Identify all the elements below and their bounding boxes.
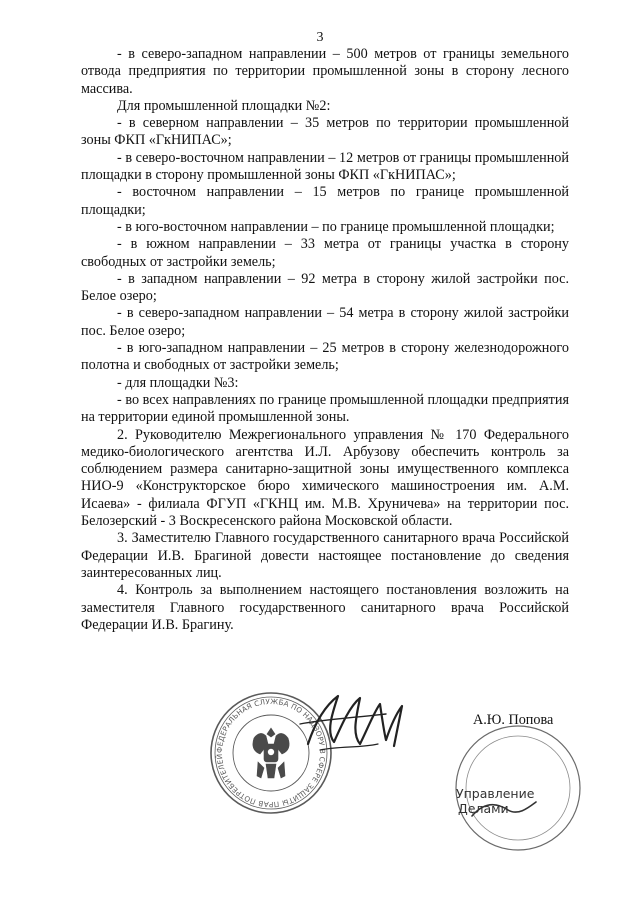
paragraph: 2. Руководителю Межрегионального управления № 170 Федерального медико-биологического агентства И.Л. Арбузову обеспечить контроль за соблюдением размера санитарно-защитной зоны имущественного комплекса НИО-9 «Конструкторское бюро химического машиностроения им. А.М. Исаева» - филиала ФГУП «ГКНЦ им. М.В. Хруничева» на территории пос. Белозерский - 3 Воскресенского района Московской области. <box>81 426 569 530</box>
document-body <box>81 46 569 634</box>
seal-text: ФЕДЕРАЛЬНАЯ СЛУЖБА ПО НАДЗОРУ В СФЕРЕ ЗАЩИТЫ ПРАВ ПОТРЕБИТЕЛЕЙ И БЛАГОПОЛУЧИЯ ЧЕЛОВЕКА (РОСПОТРЕБНАДЗОР) <box>203 681 328 810</box>
paragraph: - в юго-западном направлении – 25 метров в сторону железнодорожного полотна и свободных от застройки земель; <box>81 340 569 374</box>
paragraph: - в северном направлении – 35 метров по территории промышленной зоны ФКП «ГкНИПАС»; <box>81 115 569 149</box>
paragraph: 4. Контроль за выполнением настоящего постановления возложить на заместителя Главного государственного санитарного врача Российской Федерации И.В. Брагину. <box>81 582 569 633</box>
signer-name: А.Ю. Попова <box>473 712 554 728</box>
paragraph: - в северо-западном направлении – 54 метра в сторону жилой застройки пос. Белое озеро; <box>81 305 569 339</box>
paragraph: - в северо-западном направлении – 500 метров от границы земельного отвода предприятия по территории промышленной зоны в сторону лесного массива. <box>81 46 569 97</box>
stamp-text: Управление Делами <box>456 786 535 816</box>
paragraph: - для площадки №3: <box>117 374 239 391</box>
paragraph: - в южном направлении – 33 метра от границы участка в сторону свободных от застройки земель; <box>81 236 569 270</box>
handwritten-signature <box>290 684 430 759</box>
paragraph: 3. Заместителю Главного государственного санитарного врача Российской Федерации И.В. Брагиной довести настоящее постановление до сведения заинтересованных лиц. <box>81 530 569 581</box>
paragraph: - в северо-восточном направлении – 12 метров от границы промышленной площадки в сторону промышленной зоны ФКП «ГкНИПАС»; <box>81 149 569 184</box>
page-number: 3 <box>316 30 324 45</box>
official-seal <box>203 681 336 818</box>
paragraph: - в юго-восточном направлении – по границе промышленной площадки; <box>117 218 555 235</box>
paragraph: Для промышленной площадки №2: <box>117 97 331 114</box>
paragraph: - восточном направлении – 15 метров по границе промышленной площадки; <box>81 184 569 218</box>
svg-text:ФЕДЕРАЛЬНАЯ СЛУЖБА ПО НАДЗОРУ <box>203 681 327 809</box>
paragraph: - во всех направлениях по границе промышленной площадки предприятия на территории единой промышленной зоны. <box>81 391 569 426</box>
paragraph: - в западном направлении – 92 метра в сторону жилой застройки пос. Белое озеро; <box>81 270 569 305</box>
office-stamp <box>432 706 582 846</box>
